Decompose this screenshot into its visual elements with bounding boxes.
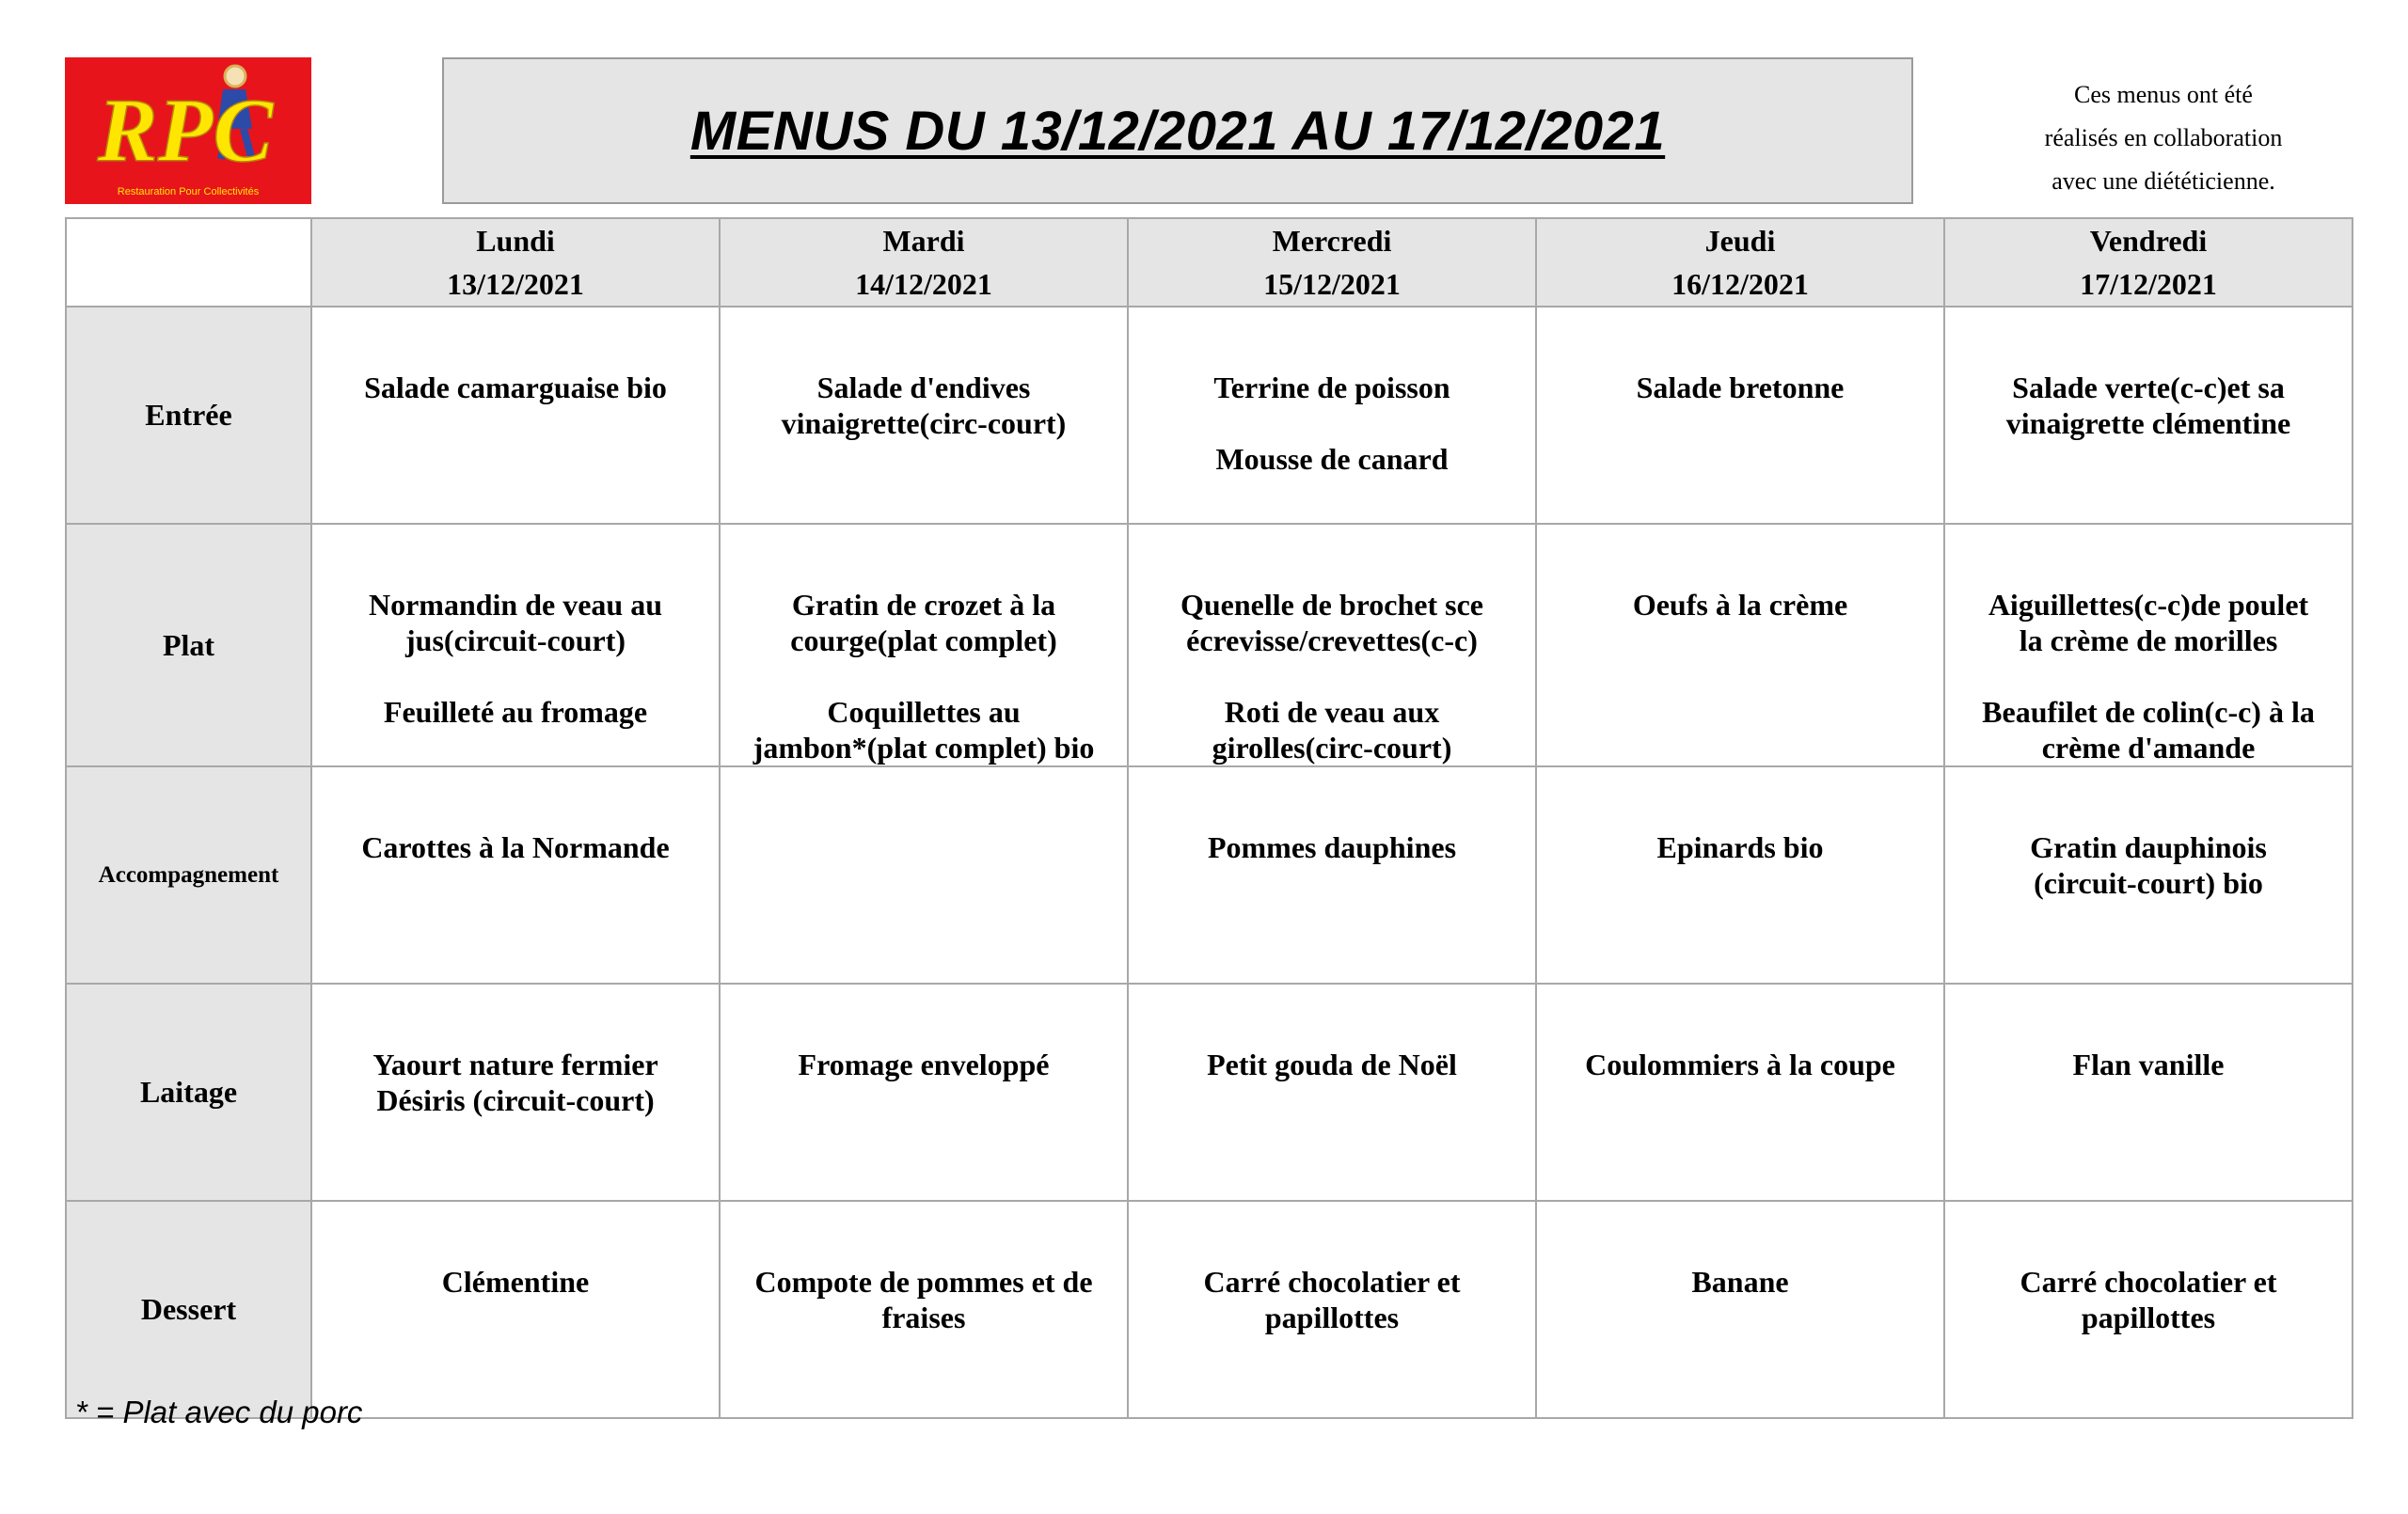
day-header-tuesday bbox=[720, 218, 1128, 307]
dish-text: (circuit-court) bio bbox=[2034, 866, 2263, 900]
weekly-menu-table bbox=[65, 217, 2353, 1419]
day-header-friday bbox=[1944, 218, 2353, 307]
dish-cell-thursday bbox=[1536, 1201, 1944, 1418]
rpc-logo bbox=[65, 57, 311, 204]
day-name: Mercredi bbox=[1272, 224, 1392, 258]
note-line: Ces menus ont été bbox=[2074, 81, 2253, 108]
corner-cell bbox=[66, 218, 311, 307]
dish-gap bbox=[1134, 405, 1529, 441]
dish-text: Normandin de veau au bbox=[368, 588, 663, 622]
dish-cell-monday bbox=[311, 524, 720, 766]
day-date: 14/12/2021 bbox=[855, 267, 992, 301]
course-label: Laitage bbox=[66, 984, 311, 1201]
dish-text: Terrine de poisson bbox=[1213, 371, 1450, 404]
dish-text: jambon*(plat complet) bio bbox=[752, 731, 1095, 765]
dish-text: Banane bbox=[1691, 1265, 1789, 1299]
day-name: Vendredi bbox=[2089, 224, 2208, 258]
dish-text: Compote de pommes et de bbox=[754, 1265, 1093, 1299]
dish-text: Clémentine bbox=[441, 1265, 590, 1299]
dish-cell-thursday bbox=[1536, 984, 1944, 1201]
logo-letters: RPC bbox=[97, 80, 274, 181]
day-date: 13/12/2021 bbox=[447, 267, 584, 301]
day-date: 15/12/2021 bbox=[1263, 267, 1401, 301]
logo-tagline: Restauration Pour Collectivités bbox=[117, 186, 260, 197]
dish-text: Petit gouda de Noël bbox=[1207, 1048, 1457, 1081]
dish-text: papillottes bbox=[1264, 1301, 1400, 1334]
day-date: 17/12/2021 bbox=[2080, 267, 2217, 301]
note-line: avec une diététicienne. bbox=[2052, 167, 2275, 195]
dish-text: Roti de veau aux bbox=[1224, 695, 1440, 729]
accompagnement-row bbox=[66, 766, 2353, 984]
page-title: MENUS DU 13/12/2021 AU 17/12/2021 bbox=[689, 100, 1666, 162]
note-line: réalisés en collaboration bbox=[2044, 124, 2283, 151]
dish-text: vinaigrette clémentine bbox=[2005, 406, 2291, 440]
dish-cell-tuesday bbox=[720, 524, 1128, 766]
dish-cell-monday bbox=[311, 766, 720, 984]
dish-cell-tuesday bbox=[720, 766, 1128, 984]
dish-text: Mousse de canard bbox=[1215, 442, 1449, 476]
dish-text: Coquillettes au bbox=[827, 695, 1021, 729]
dish-text: la crème de morilles bbox=[2019, 623, 2278, 657]
dish-cell-thursday bbox=[1536, 307, 1944, 524]
dish-text: Quenelle de brochet sce bbox=[1180, 588, 1483, 622]
dish-text: Salade camarguaise bio bbox=[364, 371, 667, 404]
dish-cell-tuesday bbox=[720, 1201, 1128, 1418]
dish-text: Epinards bio bbox=[1656, 830, 1824, 864]
dish-text: vinaigrette(circ-court) bbox=[781, 406, 1067, 440]
dish-text: Carré chocolatier et bbox=[2020, 1265, 2277, 1299]
dish-cell-wednesday bbox=[1128, 307, 1536, 524]
entree-row bbox=[66, 307, 2353, 524]
dish-text: Salade verte(c-c)et sa bbox=[2012, 371, 2285, 404]
dish-cell-friday bbox=[1944, 524, 2353, 766]
laitage-row bbox=[66, 984, 2353, 1201]
dish-cell-friday bbox=[1944, 1201, 2353, 1418]
day-name: Jeudi bbox=[1704, 224, 1776, 258]
dish-text: Feuilleté au fromage bbox=[383, 695, 648, 729]
dish-text: Gratin de crozet à la bbox=[791, 588, 1056, 622]
dish-text: Salade d'endives bbox=[816, 371, 1031, 404]
dish-text: girolles(circ-court) bbox=[1212, 731, 1452, 765]
dish-cell-monday bbox=[311, 984, 720, 1201]
dish-text: papillottes bbox=[2081, 1301, 2216, 1334]
dish-cell-friday bbox=[1944, 984, 2353, 1201]
menu-body bbox=[66, 307, 2353, 1418]
day-header-wednesday bbox=[1128, 218, 1536, 307]
dish-cell-monday bbox=[311, 307, 720, 524]
day-date: 16/12/2021 bbox=[1671, 267, 1809, 301]
dish-cell-wednesday bbox=[1128, 1201, 1536, 1418]
day-header-row bbox=[66, 218, 2353, 307]
dish-text: Aiguillettes(c-c)de poulet bbox=[1988, 588, 2309, 622]
course-label: Entrée bbox=[66, 307, 311, 524]
dish-text: courge(plat complet) bbox=[790, 623, 1057, 657]
dish-text: jus(circuit-court) bbox=[405, 623, 626, 657]
dish-cell-tuesday bbox=[720, 984, 1128, 1201]
course-label: Accompagnement bbox=[66, 766, 311, 984]
dish-gap bbox=[726, 658, 1121, 694]
dish-cell-wednesday bbox=[1128, 984, 1536, 1201]
dish-text: Gratin dauphinois bbox=[2030, 830, 2267, 864]
dish-cell-monday bbox=[311, 1201, 720, 1418]
dish-cell-wednesday bbox=[1128, 524, 1536, 766]
dish-cell-friday bbox=[1944, 766, 2353, 984]
dish-gap bbox=[1134, 658, 1529, 694]
dish-cell-friday bbox=[1944, 307, 2353, 524]
day-name: Lundi bbox=[476, 224, 555, 258]
plat-row bbox=[66, 524, 2353, 766]
dessert-row bbox=[66, 1201, 2353, 1418]
dish-gap bbox=[1951, 658, 2346, 694]
dish-cell-tuesday bbox=[720, 307, 1128, 524]
pork-footnote: * = Plat avec du porc bbox=[75, 1395, 363, 1429]
dish-text: Flan vanille bbox=[2072, 1048, 2225, 1081]
dish-cell-thursday bbox=[1536, 524, 1944, 766]
dish-text: Salade bretonne bbox=[1636, 371, 1845, 404]
dish-cell-wednesday bbox=[1128, 766, 1536, 984]
dish-text: crème d'amande bbox=[2041, 731, 2256, 765]
course-label: Dessert bbox=[66, 1201, 311, 1418]
dish-text: Oeufs à la crème bbox=[1632, 588, 1848, 622]
dish-cell-thursday bbox=[1536, 766, 1944, 984]
dietitian-note bbox=[1956, 73, 2370, 203]
dish-text: Pommes dauphines bbox=[1207, 830, 1457, 864]
dish-gap bbox=[318, 658, 713, 694]
title-banner bbox=[442, 57, 1913, 204]
dish-text: Yaourt nature fermier bbox=[372, 1048, 658, 1081]
dish-text: Coulommiers à la coupe bbox=[1585, 1048, 1895, 1081]
dish-text: fraises bbox=[881, 1301, 966, 1334]
course-label: Plat bbox=[66, 524, 311, 766]
rpc-logo-graphic bbox=[65, 57, 311, 204]
dish-text: Carré chocolatier et bbox=[1203, 1265, 1461, 1299]
dish-text: Désiris (circuit-court) bbox=[376, 1083, 655, 1117]
day-header-thursday bbox=[1536, 218, 1944, 307]
dish-text: écrevisse/crevettes(c-c) bbox=[1186, 623, 1478, 657]
dish-text: Carottes à la Normande bbox=[361, 830, 670, 864]
dish-text: Beaufilet de colin(c-c) à la bbox=[1982, 695, 2315, 729]
dish-text: Fromage enveloppé bbox=[798, 1048, 1050, 1081]
day-name: Mardi bbox=[882, 224, 965, 258]
day-header-monday bbox=[311, 218, 720, 307]
